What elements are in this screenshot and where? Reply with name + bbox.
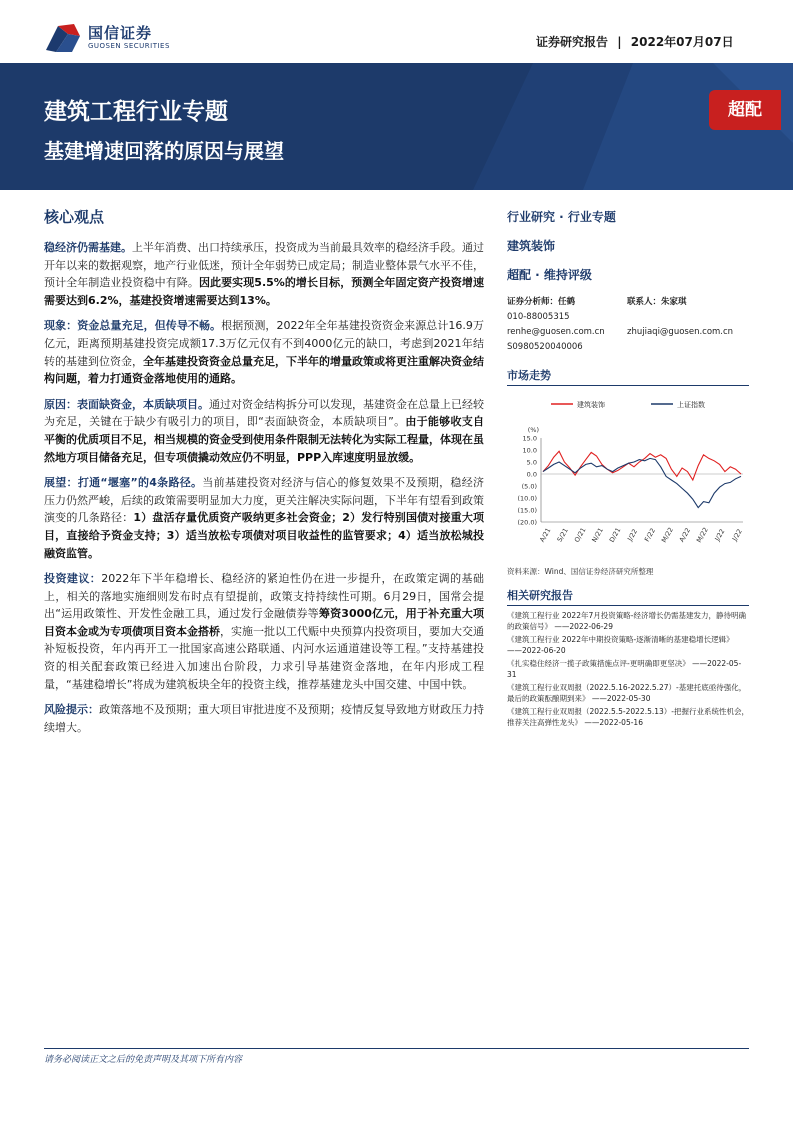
related-report-title: 《建筑工程行业 2022年中期投资策略-逐渐清晰的基建稳增长逻辑》 <box>507 635 734 644</box>
core-views-heading: 核心观点 <box>44 208 105 226</box>
rating-badge: 超配 <box>709 90 781 130</box>
paragraph-text: 当前基建投资对经济与信心的修复效果不及预期，稳经济压力仍然严峻，后续的政策需要明显加大力度，更关注解决实际问题，下半年有望看到政策演变的几条路径： <box>44 476 484 525</box>
footer-disclaimer: 请务必阅读正文之后的免责声明及其项下所有内容 <box>44 1055 243 1065</box>
core-views-section <box>44 206 484 744</box>
y-tick-label: (10.0) <box>517 494 537 503</box>
series-line <box>543 458 741 507</box>
paragraph-text: 上半年消费、出口持续承压，投资成为当前最具效率的稳经济手段。通过开年以来的数据观察，地产行业低迷，预计全年弱势已成定局；制造业整体景气水平不佳，预计全年制造业投资稳中有降。 <box>44 241 484 290</box>
paragraph-lead: 原因：表面缺资金，本质缺项目。 <box>44 397 209 411</box>
x-tick-label: J/22 <box>730 527 744 543</box>
logo-name-en: GUOSEN SECURITIES <box>88 42 170 50</box>
related-report-title: 《建筑工程行业双周报（2022.5.16-2022.5.27）-基建托底亟待强化，最后的政策酝酿期到来》 <box>507 683 747 703</box>
series-line <box>543 451 741 480</box>
x-tick-label: M/22 <box>659 526 675 544</box>
related-report-item[interactable] <box>507 634 749 656</box>
chart-source: 资料来源：Wind、国信证券经济研究所整理 <box>507 567 654 576</box>
paragraph-bold: 1）盘活存量优质资产吸纳更多社会资金；2）发行特别国债对接重大项目，直接给予资金支持；3）适当放松专项债对项目收益性的监管要求；4）适当放松城投融资监管。 <box>44 511 485 560</box>
report-title: 建筑工程行业专题 <box>44 99 228 125</box>
paragraph-stabilize-economy <box>44 239 484 309</box>
title-banner <box>0 63 793 190</box>
x-tick-label: M/22 <box>694 526 710 544</box>
paragraph-bold: 由于能够收支自平衡的优质项目不足，相当规模的资金受到使用条件限制无法转化为实际工程量，体现在虽然地方项目储备充足，但专项债撬动效应仍不明显，PPP入库速度明显放缓。 <box>44 415 484 464</box>
related-report-item[interactable] <box>507 706 749 728</box>
report-meta <box>536 33 734 50</box>
market-trend-chart <box>507 392 749 562</box>
related-reports-list <box>507 610 749 728</box>
y-tick-label: (20.0) <box>517 518 537 527</box>
paragraph-risk <box>44 701 484 736</box>
contact-name: 朱家琪 <box>661 297 687 307</box>
x-tick-label: A/21 <box>538 526 553 544</box>
paragraph-outlook <box>44 474 484 562</box>
paragraph-investment-advice <box>44 570 484 693</box>
related-report-item[interactable] <box>507 610 749 632</box>
contact-column <box>627 295 751 340</box>
y-tick-label: 15.0 <box>522 434 537 443</box>
logo-name-cn: 国信证券 <box>88 24 153 42</box>
paragraph-text: 2022年下半年稳增长、稳经济的紧迫性仍在进一步提升，在政策定调的基础上，相关的落地实施细则发布时点有望提前，政策支持持续性可期。6月29日，国常会提出“运用政策性、开发性金融工具，通过发行金融债券等 <box>44 572 485 621</box>
analyst-certificate: S0980520040006 <box>507 342 583 352</box>
paragraph-text: 根据预测，2022年全年基建投资资金来源总计16.9万亿元，距离预期基建投资完成额17.3万亿元仅有不到4000亿元的缺口，考虑到2021年结转的基建到位资金， <box>44 319 484 368</box>
related-report-item[interactable] <box>507 682 749 704</box>
paragraph-lead: 投资建议： <box>44 572 102 586</box>
legend-label: 上证指数 <box>677 401 705 409</box>
market-trend-svg <box>507 392 749 562</box>
related-report-date: ——2022-06-20 <box>507 646 566 655</box>
related-report-title: 《扎实稳住经济一揽子政策措施点评-更明确即更坚决》 <box>507 659 690 668</box>
paragraph-text: 通过对资金结构拆分可以发现，基建资金在总量上已经较为充足，关键在于缺少有吸引力的项目，即“表面缺资金，本质缺项目”。 <box>44 397 484 429</box>
analyst-name: 任鹤 <box>558 297 576 307</box>
paragraph-lead: 稳经济仍需基建。 <box>44 241 132 254</box>
paragraph-lead: 现象：资金总量充足，但传导不畅。 <box>44 319 222 333</box>
x-tick-label: S/21 <box>555 526 570 544</box>
related-report-date: ——2022-05-16 <box>584 718 643 727</box>
legend-label: 建筑装饰 <box>577 401 605 409</box>
related-report-date: ——2022-05-31 <box>507 659 742 679</box>
analyst-phone: 010-88005315 <box>507 312 570 322</box>
report-subtitle: 基建增速回落的原因与展望 <box>44 139 284 163</box>
paragraph-bold: 因此要实现5.5%的增长目标，预测全年固定资产投资增速需要达到6.2%，基建投资增速需要达到13%。 <box>44 276 485 307</box>
x-tick-label: D/21 <box>607 526 623 544</box>
paragraph-lead: 展望：打通“堰塞”的4条路径。 <box>44 476 203 490</box>
related-report-title: 《建筑工程行业 2022年7月投资策略-经济增长仍需基建发力，静待明确的政策信号》 <box>507 611 746 631</box>
y-tick-label: 10.0 <box>522 446 537 455</box>
guosen-logo <box>44 20 194 56</box>
y-tick-label: 0.0 <box>526 470 537 479</box>
related-reports-heading: 相关研究报告 <box>507 587 749 606</box>
x-tick-label: J/22 <box>625 527 640 543</box>
paragraph-bold: 全年基建投资资金总量充足，下半年的增量政策或将更注重解决资金结构问题，着力打通资金落地使用的通路。 <box>44 354 484 386</box>
x-tick-label: J/22 <box>713 527 727 543</box>
related-report-item[interactable] <box>507 658 749 680</box>
paragraph-phenomenon <box>44 317 484 387</box>
sidebar <box>507 208 749 730</box>
doc-type: 证券研究报告 <box>536 35 609 49</box>
paragraph-text: 政策落地不及预期；重大项目审批进度不及预期；疫情反复导致地方财政压力持续增大。 <box>44 703 484 734</box>
related-report-date: ——2022-05-30 <box>591 694 651 703</box>
contact-label: 联系人： <box>627 297 662 307</box>
report-category: 行业研究 · 行业专题 <box>507 210 616 224</box>
paragraph-tail: ，实施一批以工代赈中央预算内投资项目，要加大交通补短板投资，年内再开工一批国家高速公路联通、内河水运通道建设等工程。”支持基建投资的相关配套政策已经进入加速出台阶段，力求引导基建资金落地，在年内形成工程量，“基建稳增长”将成为建筑板块全年的投资主线，推荐基建龙头中国交建、中国中铁。 <box>44 624 484 691</box>
report-date: 2022年07月07日 <box>630 35 734 49</box>
analyst-email[interactable]: renhe@guosen.com.cn <box>507 327 605 337</box>
related-report-date: ——2022-06-29 <box>554 622 613 631</box>
paragraph-lead: 风险提示： <box>44 703 99 717</box>
x-tick-label: N/21 <box>590 526 605 544</box>
contact-email[interactable]: zhujiaqi@guosen.com.cn <box>627 327 734 337</box>
y-tick-label: (5.0) <box>521 482 537 491</box>
x-tick-label: O/21 <box>572 526 588 544</box>
guosen-logo-icon <box>44 22 82 54</box>
paragraph-bold: 筹资3000亿元，用于补充重大项目资本金或为专项债项目资本金搭桥 <box>44 607 484 638</box>
x-tick-label: F/22 <box>642 526 658 544</box>
industry-rating: 超配 · 维持评级 <box>507 268 592 282</box>
analyst-info <box>507 295 749 357</box>
y-tick-label: (15.0) <box>517 506 537 515</box>
analyst-column <box>507 295 627 355</box>
x-tick-label: A/22 <box>677 526 693 544</box>
paragraph-reason <box>44 396 484 466</box>
meta-separator: | <box>617 35 622 49</box>
analyst-label: 证券分析师： <box>507 297 559 307</box>
footer-divider <box>44 1048 749 1049</box>
market-trend-heading: 市场走势 <box>507 367 749 386</box>
y-tick-label: 5.0 <box>526 458 537 467</box>
industry-name: 建筑装饰 <box>507 239 556 253</box>
y-unit-label: (%) <box>527 426 539 434</box>
related-report-title: 《建筑工程行业双周报（2022.5.5-2022.5.13）-把握行业系统性机会，推荐关注高弹性龙头》 <box>507 707 749 727</box>
